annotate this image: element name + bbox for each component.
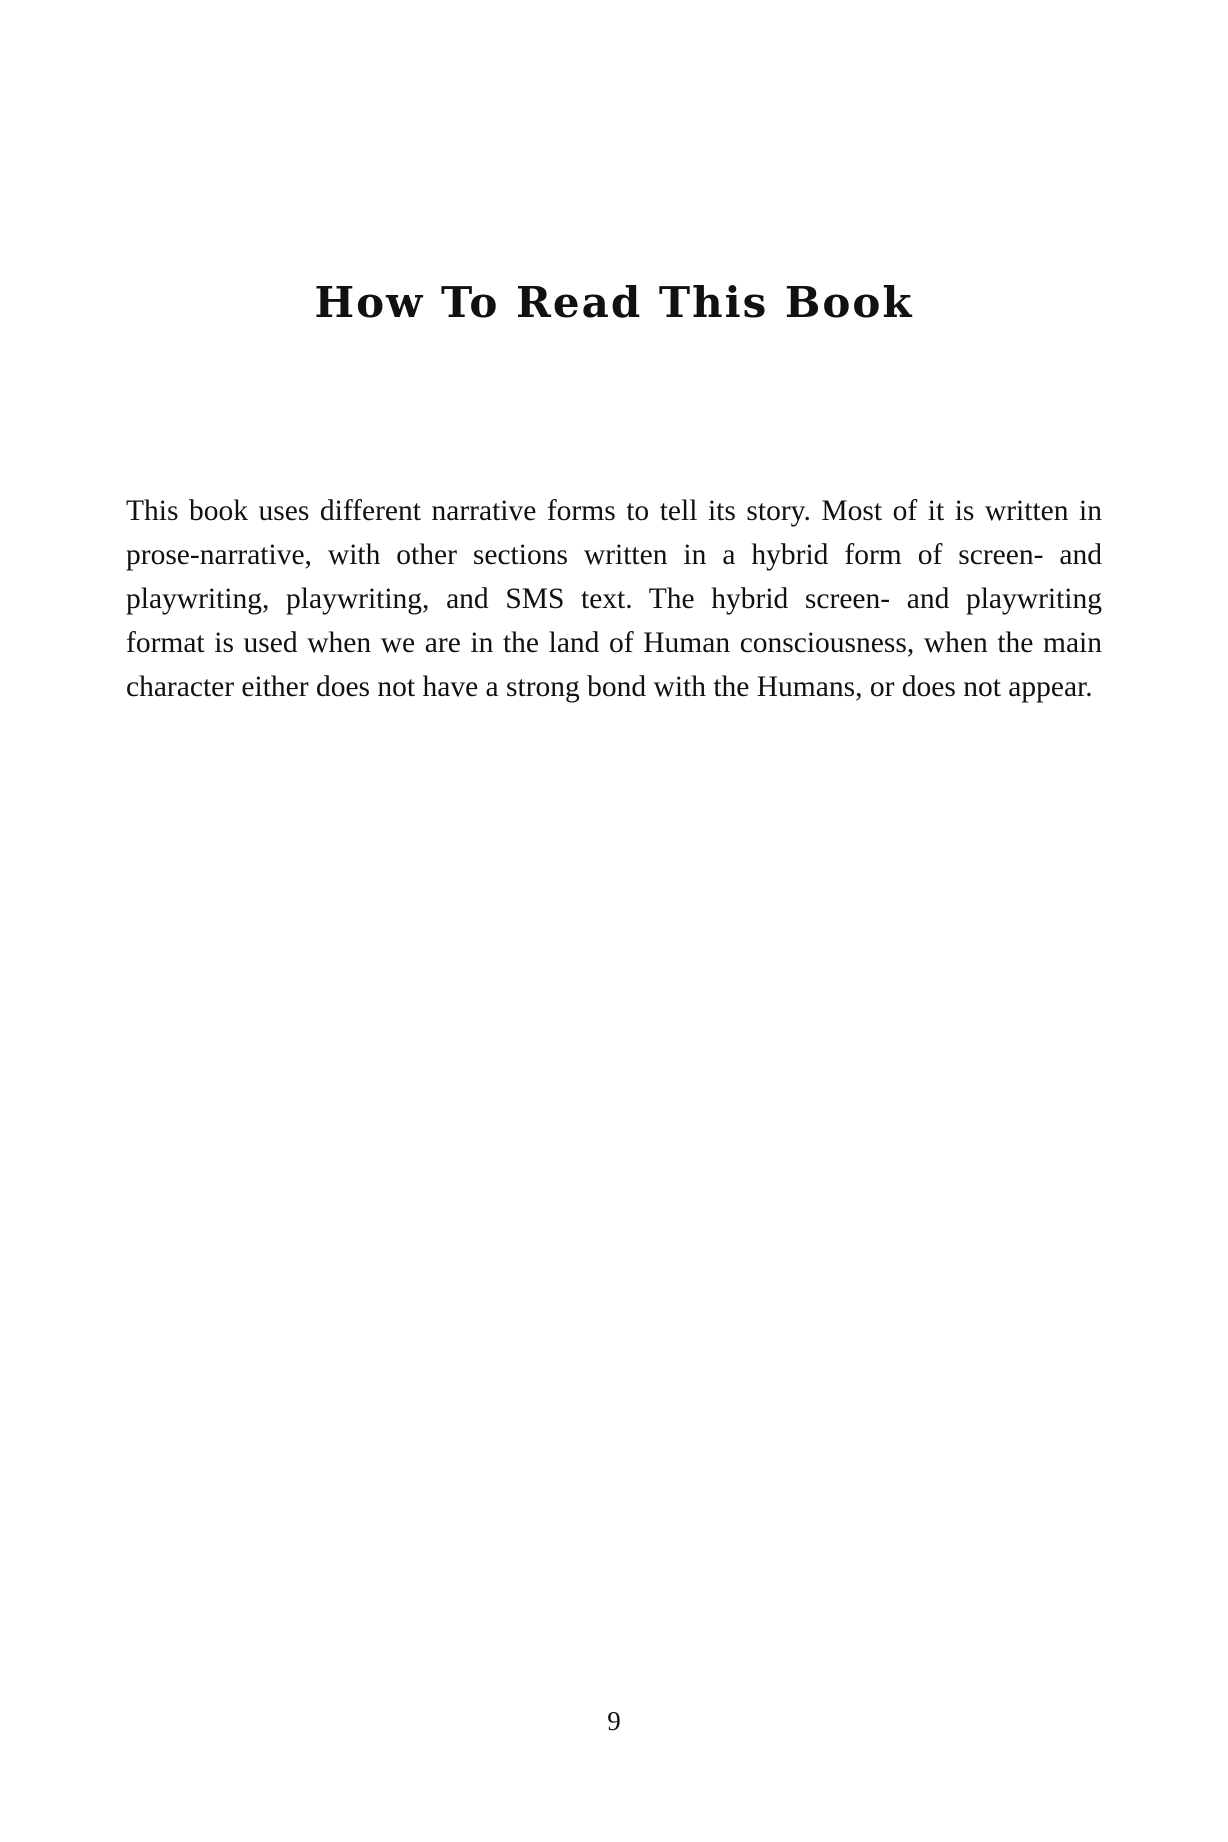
chapter-title: How To Read This Book <box>314 278 914 327</box>
body-paragraph: This book uses different narrative forms to tell its story. Most of it is written in prose-narrative, with other sections written in a hybrid form of screen- and playwriting, playwriting, and SMS text. The hybrid screen- and playwriting format is used when we are in the land of Human consciousness, when the main character either does not have a strong bond with the Humans, or does not appear. <box>126 495 1102 703</box>
page-number: 9 <box>607 1706 621 1736</box>
